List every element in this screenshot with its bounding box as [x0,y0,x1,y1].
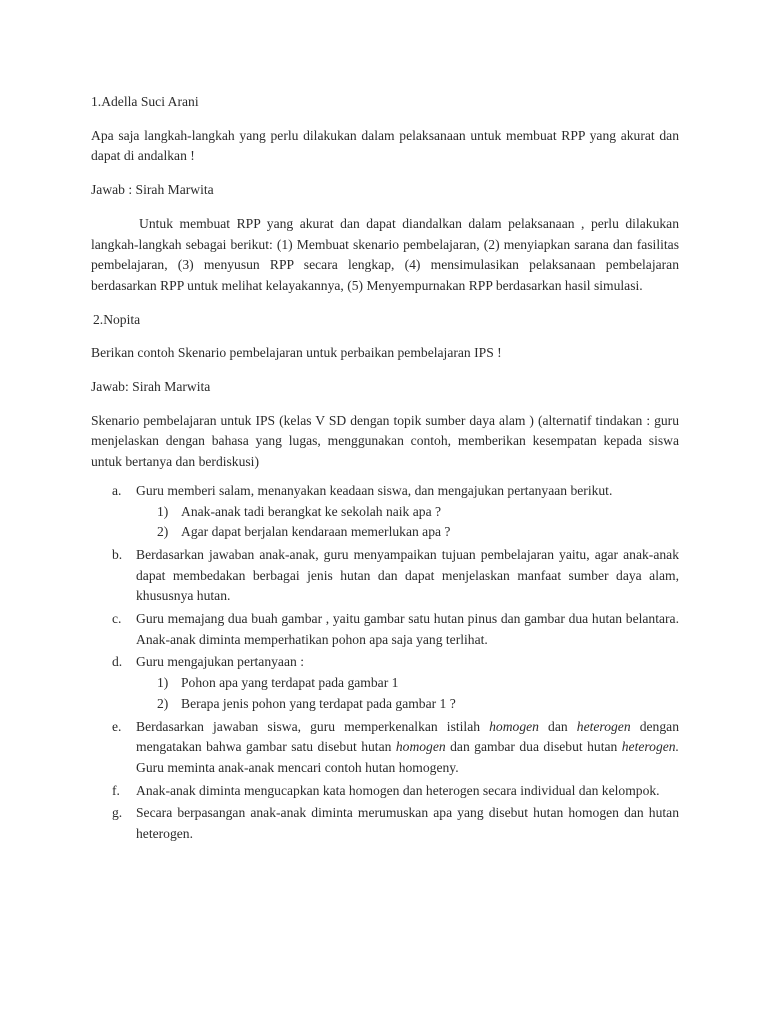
italic-term: homogen [489,718,539,734]
question-2-heading: 2.Nopita [93,311,141,327]
list-item-text-part: dan [538,718,577,734]
list-marker: c. [112,611,122,627]
list-item-text: Berdasarkan jawaban anak-anak, guru menyampaikan tujuan pembelajaran yaitu, agar anak-anak dapat membedakan berbagai jenis hutan dan dapat menjelaskan manfaat sumber daya alam, khususnya hutan. [136,546,679,604]
answer-1-text: Untuk membuat RPP yang akurat dan dapat diandalkan dalam pelaksanaan , perlu dilakukan langkah-langkah sebagai berikut: (1) Membuat skenario pembelajaran, (2) menyiapkan sarana dan fasilitas pembelajaran, (3) menyusun RPP secara lengkap, (4) mensimulasikan pelaksanaan pembelajaran berdasarkan RPP untuk melihat kelayakannya, (5) Menyempurnakan RPP berdasarkan hasil simulasi. [91,215,679,293]
list-marker: f. [112,782,120,798]
question-1-heading: 1.Adella Suci Arani [91,94,199,109]
list-item [91,652,679,714]
list-item [91,803,679,844]
italic-term: homogen [395,739,446,755]
list-item-text: Secara berpasangan anak-anak diminta merumuskan apa yang disebut hutan homogen dan hutan heterogen. [136,805,679,842]
list-item-text-part: dan gambar dua disebut hutan [445,739,622,755]
sub-list-item-text: Anak-anak tadi berangkat ke sekolah naik apa ? [181,503,442,519]
list-item [91,545,679,607]
list-item [91,781,679,802]
list-item-text: Guru mengajukan pertanyaan : [136,654,304,670]
sub-list-item [136,694,679,715]
list-item [91,481,679,543]
list-item [91,717,679,779]
scenario-steps-list [91,481,679,845]
list-marker: b. [112,546,123,562]
list-item-text-part: Guru meminta anak-anak mencari contoh hutan homogeny. [136,759,459,775]
list-marker: d. [112,654,123,670]
sub-list-marker: 1) [157,675,169,691]
sub-list-item-text: Agar dapat berjalan kendaraan memerlukan apa ? [181,524,451,540]
sub-list-item [136,522,679,543]
list-marker: a. [112,482,122,498]
sub-list [136,673,679,714]
answer-2-label: Jawab: Sirah Marwita [91,379,211,395]
scenario-intro: Skenario pembelajaran untuk IPS (kelas V SD dengan topik sumber daya alam ) (alternatif tindakan : guru menjelaskan dengan bahasa yang lugas, menggunakan contoh, memberikan kesempatan kepada siswa untuk bertanya dan berdiskusi) [91,412,679,470]
sub-list-item [136,673,679,694]
question-1-text: Apa saja langkah-langkah yang perlu dilakukan dalam pelaksanaan untuk membuat RPP yang akurat dan dapat di andalkan ! [91,127,679,164]
list-marker: e. [112,718,122,734]
list-item-text: Guru memajang dua buah gambar , yaitu gambar satu hutan pinus dan gambar dua hutan belantara. Anak-anak diminta memperhatikan pohon apa saja yang terlihat. [136,611,679,647]
answer-1-label: Jawab : Sirah Marwita [91,182,214,198]
list-item-text: Guru memberi salam, menanyakan keadaan siswa, dan mengajukan pertanyaan berikut. [136,482,613,498]
sub-list-marker: 1) [157,503,169,519]
sub-list-marker: 2) [157,695,169,711]
sub-list-item-text: Pohon apa yang terdapat pada gambar 1 [181,675,399,691]
italic-term: heterogen [576,718,631,734]
sub-list [136,502,679,543]
list-item-text-part: dengan mengatakan bahwa gambar satu disebut hutan [136,718,679,755]
list-item [91,609,679,650]
question-2-text: Berikan contoh Skenario pembelajaran untuk perbaikan pembelajaran IPS ! [91,345,502,361]
sub-list-marker: 2) [157,524,169,540]
list-marker: g. [112,805,123,821]
list-item-text-part: Berdasarkan jawaban siswa, guru memperkenalkan istilah [136,718,490,734]
sub-list-item-text: Berapa jenis pohon yang terdapat pada gambar 1 ? [181,695,456,711]
sub-list-item [136,502,679,523]
list-item-text: Anak-anak diminta mengucapkan kata homogen dan heterogen secara individual dan kelompok. [136,782,660,798]
document-page [91,92,679,847]
italic-term: heterogen. [621,739,679,755]
